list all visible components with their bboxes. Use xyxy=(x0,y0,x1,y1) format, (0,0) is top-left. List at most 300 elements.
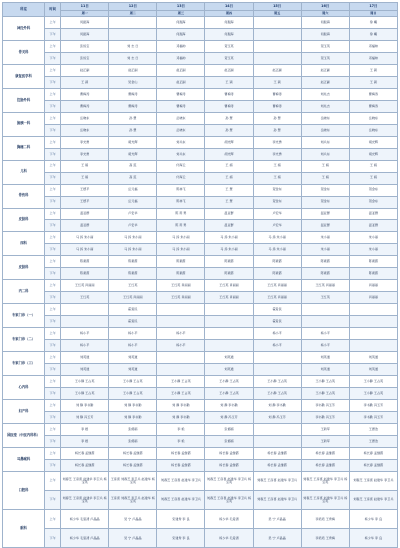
date-header: 15日 xyxy=(253,3,301,11)
doctor-cell: 赵正副 xyxy=(301,76,349,88)
doctor-cell: 张郁娟 xyxy=(205,423,253,435)
doctor-cell: 贺玉英 xyxy=(205,52,253,64)
doctor-cell xyxy=(157,316,205,328)
doctor-cell: 王红英 肖丽丽 xyxy=(253,292,301,304)
doctor-cell: 刘 静 冯玉芳 xyxy=(253,411,301,423)
time-slot-cell: 下午 xyxy=(45,490,61,509)
doctor-cell: 杨长春 孟继霞 xyxy=(253,447,301,459)
doctor-cell: 张郁娟 xyxy=(109,423,157,435)
doctor-cell: 杨长春 孟继霞 xyxy=(109,447,157,459)
doctor-cell: 温亚群 xyxy=(349,220,397,232)
doctor-cell: 杨长春 孟继霞 xyxy=(157,459,205,471)
doctor-cell: 邓福帅 xyxy=(157,52,205,64)
weekday-header: 周三 xyxy=(157,11,205,17)
time-slot-cell: 上午 xyxy=(45,64,61,76)
doctor-cell: 刘 静 李书勤 xyxy=(109,411,157,423)
doctor-cell: 王小静 王占英 xyxy=(109,376,157,388)
doctor-cell: 刘兵东 xyxy=(157,136,205,148)
doctor-cell: 杨小平 xyxy=(61,340,109,352)
doctor-cell: 温亚群 xyxy=(205,220,253,232)
doctor-cell: 胡光辉 xyxy=(205,148,253,160)
doctor-cell: 王红英 肖丽丽 xyxy=(301,280,349,292)
doctor-cell: 邓福帅 xyxy=(349,52,397,64)
dept-column-header: 科室 xyxy=(3,3,45,17)
doctor-cell: 王新军 xyxy=(301,435,349,447)
time-slot-cell: 上午 xyxy=(45,328,61,340)
doctor-cell: 邓福帅 xyxy=(157,40,205,52)
doctor-cell: 王红英 xyxy=(109,280,157,292)
table-row xyxy=(3,196,398,208)
doctor-cell: 刘英道 xyxy=(349,352,397,364)
doctor-cell: 刘兵东 xyxy=(301,148,349,160)
doctor-cell: 王小静 王占英 xyxy=(205,388,253,400)
doctor-cell: 杨长春 孟继霞 xyxy=(109,459,157,471)
doctor-cell: 陈 用 男 xyxy=(157,208,205,220)
doctor-cell: 杨小平 xyxy=(157,328,205,340)
time-slot-cell: 上午 xyxy=(45,510,61,529)
department-cell: 耳鼻喉科 xyxy=(3,447,45,471)
weekday-header: 周二 xyxy=(109,11,157,17)
doctor-cell: 王 娟 xyxy=(61,160,109,172)
doctor-cell xyxy=(349,328,397,340)
time-slot-cell: 下午 xyxy=(45,196,61,208)
doctor-cell: 宋建秀 李 良 xyxy=(157,529,205,548)
doctor-cell: 王小静 王占英 xyxy=(61,376,109,388)
doctor-cell: 王红英 肖丽丽 xyxy=(61,280,109,292)
doctor-cell: 胡光辉 xyxy=(109,136,157,148)
doctor-cell: 曹梅涛 xyxy=(61,100,109,112)
doctor-cell xyxy=(157,304,205,316)
doctor-cell: 刘 静 李书勤 xyxy=(253,400,301,412)
doctor-cell: 王小静 王占英 xyxy=(301,376,349,388)
doctor-cell: 杨小平 xyxy=(301,340,349,352)
time-slot-cell: 上午 xyxy=(45,376,61,388)
time-slot-cell: 下午 xyxy=(45,124,61,136)
doctor-cell: 刘英道 xyxy=(301,352,349,364)
doctor-cell: 杨长春 孟继霞 xyxy=(349,459,397,471)
doctor-cell: 徐 曦 xyxy=(349,28,397,40)
doctor-cell: 王小静 王占英 xyxy=(253,388,301,400)
doctor-cell: 王 娟 xyxy=(301,160,349,172)
doctor-cell: 曹梅涛 xyxy=(349,88,397,100)
doctor-cell: 何振海 xyxy=(61,28,109,40)
table-row xyxy=(3,172,398,184)
table-row xyxy=(3,340,398,352)
time-slot-cell: 下午 xyxy=(45,459,61,471)
doctor-cell: 曹梅涛 xyxy=(349,100,397,112)
doctor-cell: 陈素霞 xyxy=(349,268,397,280)
doctor-cell: 温亚群 xyxy=(349,208,397,220)
doctor-cell: 王德平 xyxy=(61,184,109,196)
table-row xyxy=(3,435,398,447)
doctor-cell: 何振海 xyxy=(205,28,253,40)
doctor-cell: 卢宏华 xyxy=(253,208,301,220)
doctor-cell xyxy=(157,364,205,376)
doctor-cell: 马 扬 朱小丽 xyxy=(253,244,301,256)
department-cell: 皮肤科 xyxy=(3,208,45,232)
doctor-cell: 岳元福 xyxy=(109,196,157,208)
doctor-cell: 贺玉英 xyxy=(301,52,349,64)
weekday-header: 周五 xyxy=(253,11,301,17)
date-header: 17日 xyxy=(349,3,397,11)
doctor-cell: 温亚群 xyxy=(301,208,349,220)
table-row xyxy=(3,280,398,292)
doctor-cell: 刘春芝 王彦喜 赵建华 李卫兵 杨宝英 xyxy=(301,490,349,509)
doctor-cell: 刘 静 李书勤 xyxy=(157,400,205,412)
table-row xyxy=(3,423,398,435)
doctor-cell: 刘 静 冯玉芳 xyxy=(61,411,109,423)
doctor-cell: 马 扬 朱小丽 xyxy=(205,232,253,244)
doctor-cell: 陈素霞 xyxy=(301,256,349,268)
doctor-cell: 卢宏华 xyxy=(109,208,157,220)
doctor-cell xyxy=(253,17,301,29)
doctor-cell: 孙 慧 xyxy=(109,124,157,136)
doctor-cell xyxy=(349,304,397,316)
doctor-cell: 杨长春 孟继霞 xyxy=(349,447,397,459)
doctor-cell: 刘春芝 王彦喜 赵建华 李卫兵 xyxy=(157,471,205,490)
doctor-cell: 何振海 xyxy=(61,17,109,29)
doctor-cell: 杨小平 xyxy=(253,340,301,352)
doctor-cell: 卢宏华 xyxy=(253,220,301,232)
table-row xyxy=(3,28,398,40)
doctor-cell: 孙 慧 xyxy=(205,124,253,136)
doctor-cell: 温亚群 xyxy=(61,208,109,220)
doctor-cell: 陈素霞 xyxy=(109,268,157,280)
doctor-cell xyxy=(349,316,397,328)
doctor-cell: 岳晓东 xyxy=(349,112,397,124)
doctor-cell: 曹梅涛 xyxy=(205,88,253,100)
doctor-cell: 何振海 xyxy=(301,28,349,40)
table-row xyxy=(3,88,398,100)
doctor-cell xyxy=(205,340,253,352)
doctor-cell: 肖丽丽 xyxy=(349,292,397,304)
doctor-cell: 王小静 王占英 xyxy=(301,388,349,400)
date-header: 11日 xyxy=(61,3,109,11)
doctor-cell: 高 蕊 xyxy=(109,160,157,172)
department-cell: 骨伤科 xyxy=(3,184,45,208)
doctor-cell: 刘春芝 王彦喜 赵建华 李卫兵 杨宝英 xyxy=(61,490,109,509)
department-cell: 心内科 xyxy=(3,376,45,400)
doctor-cell xyxy=(109,28,157,40)
doctor-cell: 朱小丽 xyxy=(349,232,397,244)
table-row xyxy=(3,388,398,400)
doctor-cell: 贺金东 xyxy=(349,184,397,196)
doctor-cell: 王红英 肖丽丽 xyxy=(253,280,301,292)
doctor-cell: 刘英道 xyxy=(301,364,349,376)
doctor-cell: 陈素霞 xyxy=(157,256,205,268)
doctor-cell: 温亚群 xyxy=(205,208,253,220)
time-slot-cell: 上午 xyxy=(45,447,61,459)
doctor-cell: 刘兵东 xyxy=(157,148,205,160)
doctor-cell: 贺金东 xyxy=(301,184,349,196)
time-slot-cell: 下午 xyxy=(45,28,61,40)
time-slot-cell: 上午 xyxy=(45,256,61,268)
department-cell: 内二科 xyxy=(3,280,45,304)
doctor-cell: 王 娟 xyxy=(61,172,109,184)
outpatient-schedule-table xyxy=(2,2,398,548)
time-slot-cell: 下午 xyxy=(45,76,61,88)
time-slot-cell: 下午 xyxy=(45,220,61,232)
doctor-cell: 岳晓东 xyxy=(349,124,397,136)
table-row xyxy=(3,328,398,340)
doctor-cell: 霍爱民 xyxy=(109,304,157,316)
table-row xyxy=(3,76,398,88)
time-slot-cell: 上午 xyxy=(45,17,61,29)
table-row xyxy=(3,52,398,64)
doctor-cell: 孙 慧 xyxy=(109,112,157,124)
doctor-cell: 贺金东 xyxy=(253,184,301,196)
time-slot-cell: 下午 xyxy=(45,529,61,548)
doctor-cell: 王小静 王占英 xyxy=(109,388,157,400)
doctor-cell: 杨少华 毛爱清 卢晶晶 xyxy=(61,510,109,529)
doctor-cell xyxy=(253,40,301,52)
table-row xyxy=(3,160,398,172)
time-slot-cell: 下午 xyxy=(45,388,61,400)
doctor-cell: 胡光辉 xyxy=(349,136,397,148)
doctor-cell: 陈素霞 xyxy=(157,268,205,280)
doctor-cell: 刘英道 xyxy=(205,364,253,376)
schedule-header xyxy=(3,3,398,17)
time-column-header: 时间 xyxy=(45,3,61,17)
doctor-cell: 付海云 xyxy=(157,172,205,184)
doctor-cell: 杨少华 毛爱清 卢晶晶 xyxy=(61,529,109,548)
doctor-cell: 刘 静 李书勤 xyxy=(205,400,253,412)
doctor-cell: 刘春芝 王彦喜 赵建华 李卫兵 xyxy=(253,471,301,490)
doctor-cell: 王 颖 xyxy=(253,76,301,88)
time-slot-cell: 上午 xyxy=(45,471,61,490)
doctor-cell: 陈素霞 xyxy=(205,256,253,268)
doctor-cell: 陈素霞 xyxy=(349,256,397,268)
doctor-cell: 贺金东 xyxy=(301,196,349,208)
doctor-cell: 张郁娟 xyxy=(109,435,157,447)
doctor-cell xyxy=(253,435,301,447)
doctor-cell: 朱小丽 xyxy=(349,244,397,256)
department-cell: 国医堂（中医内科科） xyxy=(3,423,45,447)
table-row xyxy=(3,220,398,232)
doctor-cell: 岳元福 xyxy=(109,184,157,196)
doctor-cell: 曹梅涛 xyxy=(253,100,301,112)
table-row xyxy=(3,112,398,124)
date-header: 16日 xyxy=(301,3,349,11)
doctor-cell xyxy=(253,352,301,364)
department-cell: 妇产科 xyxy=(3,400,45,424)
doctor-cell: 马 扬 朱小丽 xyxy=(205,244,253,256)
doctor-cell: 陈林飞 xyxy=(157,196,205,208)
table-row xyxy=(3,400,398,412)
doctor-cell: 王红英 肖丽丽 xyxy=(157,280,205,292)
doctor-cell: 刘春芝 王彦喜 赵建华 李卫兵 杨宝英 xyxy=(205,471,253,490)
doctor-cell: 霍爱民 xyxy=(253,304,301,316)
weekday-header: 周四 xyxy=(205,11,253,17)
doctor-cell: 杨少华 李 良 xyxy=(349,510,397,529)
time-slot-cell: 下午 xyxy=(45,268,61,280)
doctor-cell: 王红英 肖丽丽 xyxy=(205,292,253,304)
doctor-cell: 王红英 xyxy=(301,292,349,304)
doctor-cell: 李 艳 xyxy=(157,435,205,447)
doctor-cell: 吴 宁 卢晶晶 xyxy=(253,529,301,548)
time-slot-cell: 上午 xyxy=(45,280,61,292)
doctor-cell: 马 扬 朱小丽 xyxy=(109,244,157,256)
doctor-cell: 杨长春 孟继霞 xyxy=(253,459,301,471)
doctor-cell: 李光勇 xyxy=(61,136,109,148)
doctor-cell: 李 艳 xyxy=(157,423,205,435)
doctor-cell: 岳晓东 xyxy=(301,112,349,124)
table-row xyxy=(3,17,398,29)
department-cell: 专家门诊（二） xyxy=(3,328,45,352)
doctor-cell xyxy=(253,423,301,435)
table-row xyxy=(3,256,398,268)
doctor-cell: 王小静 王占英 xyxy=(157,376,205,388)
doctor-cell: 高 蕊 xyxy=(109,172,157,184)
department-cell: 康复医学科 xyxy=(3,64,45,88)
weekday-header: 周六 xyxy=(301,11,349,17)
doctor-cell: 王红英 xyxy=(61,292,109,304)
doctor-cell: 赵正副 xyxy=(205,64,253,76)
doctor-cell: 曹梅涛 xyxy=(109,88,157,100)
doctor-cell: 李培培 王秀梅 xyxy=(301,510,349,529)
time-slot-cell: 下午 xyxy=(45,411,61,423)
doctor-cell: 杨小平 xyxy=(157,340,205,352)
header-date-row xyxy=(3,3,398,11)
doctor-cell: 杨长春 孟继霞 xyxy=(157,447,205,459)
doctor-cell: 刘春芝 王彦喜 赵建华 李卫兵 xyxy=(157,490,205,509)
doctor-cell: 何振海 xyxy=(301,17,349,29)
doctor-cell: 陈素霞 xyxy=(61,256,109,268)
time-slot-cell: 上午 xyxy=(45,88,61,100)
doctor-cell: 杨小平 xyxy=(253,328,301,340)
doctor-cell: 李 根 xyxy=(61,423,109,435)
doctor-cell: 王 娟 xyxy=(253,172,301,184)
doctor-cell: 马 扬 朱小丽 xyxy=(157,244,205,256)
doctor-cell: 赵正副 xyxy=(157,76,205,88)
table-row xyxy=(3,292,398,304)
doctor-cell: 王小静 王占英 xyxy=(349,376,397,388)
doctor-cell: 刘英道 xyxy=(109,364,157,376)
time-slot-cell: 下午 xyxy=(45,316,61,328)
doctor-cell: 杨少华 毛爱清 xyxy=(205,510,253,529)
doctor-cell: 杨小平 xyxy=(109,340,157,352)
doctor-cell xyxy=(61,304,109,316)
time-slot-cell: 上午 xyxy=(45,400,61,412)
table-row xyxy=(3,529,398,548)
doctor-cell: 马 扬 朱小丽 xyxy=(157,232,205,244)
table-row xyxy=(3,64,398,76)
doctor-cell: 霍爱民 xyxy=(109,316,157,328)
doctor-cell: 王德平 xyxy=(61,196,109,208)
doctor-cell: 陈素霞 xyxy=(109,256,157,268)
doctor-cell: 徐 曦 xyxy=(349,17,397,29)
doctor-cell: 杨小平 xyxy=(61,328,109,340)
doctor-cell: 王 慧 xyxy=(205,184,253,196)
doctor-cell xyxy=(253,364,301,376)
doctor-cell: 杨长春 孟继霞 xyxy=(61,447,109,459)
doctor-cell xyxy=(349,340,397,352)
time-slot-cell: 下午 xyxy=(45,244,61,256)
doctor-cell: 刘英道 xyxy=(205,352,253,364)
doctor-cell: 孙 慧 xyxy=(253,112,301,124)
doctor-cell: 吴 宁 卢晶晶 xyxy=(109,529,157,548)
time-slot-cell: 下午 xyxy=(45,435,61,447)
doctor-cell: 杨长春 孟继霞 xyxy=(205,447,253,459)
table-row xyxy=(3,268,398,280)
doctor-cell xyxy=(205,316,253,328)
table-row xyxy=(3,364,398,376)
doctor-cell: 张郁娟 xyxy=(205,435,253,447)
doctor-cell: 王 娟 xyxy=(301,172,349,184)
time-slot-cell: 上午 xyxy=(45,352,61,364)
table-row xyxy=(3,471,398,490)
doctor-cell: 胡光辉 xyxy=(349,148,397,160)
doctor-cell: 赵正副 xyxy=(157,64,205,76)
department-cell: 眼科 xyxy=(3,510,45,548)
doctor-cell: 王红英 肖丽丽 xyxy=(205,280,253,292)
doctor-cell: 陈素霞 xyxy=(61,268,109,280)
doctor-cell: 王 颖 xyxy=(349,64,397,76)
doctor-cell: 刘 静 李书勤 xyxy=(61,400,109,412)
doctor-cell: 马 扬 朱小丽 xyxy=(109,232,157,244)
doctor-cell: 张恒宝 xyxy=(61,40,109,52)
doctor-cell: 付海云 xyxy=(157,160,205,172)
doctor-cell: 陈素霞 xyxy=(205,268,253,280)
doctor-cell: 卢宏华 xyxy=(109,220,157,232)
doctor-cell xyxy=(61,316,109,328)
doctor-cell: 刘春芝 王彦喜 赵建华 李卫兵 杨宝英 xyxy=(301,471,349,490)
doctor-cell xyxy=(253,52,301,64)
doctor-cell: 曹梅涛 xyxy=(157,100,205,112)
doctor-cell: 宋建秀 李 良 xyxy=(157,510,205,529)
time-slot-cell: 上午 xyxy=(45,40,61,52)
table-row xyxy=(3,136,398,148)
time-slot-cell: 上午 xyxy=(45,160,61,172)
doctor-cell: 杨长春 孟继霞 xyxy=(301,447,349,459)
doctor-cell: 王 娟 xyxy=(349,160,397,172)
doctor-cell: 何振海 xyxy=(205,17,253,29)
doctor-cell: 刘兆吉 xyxy=(301,88,349,100)
table-row xyxy=(3,352,398,364)
doctor-cell: 贺金东 xyxy=(349,196,397,208)
doctor-cell: 何振海 xyxy=(157,17,205,29)
doctor-cell: 刘 志 日 xyxy=(109,40,157,52)
doctor-cell: 岳晓东 xyxy=(301,124,349,136)
table-row xyxy=(3,148,398,160)
doctor-cell: 李光勇 xyxy=(253,148,301,160)
doctor-cell: 王德治 xyxy=(349,435,397,447)
doctor-cell: 陈林飞 xyxy=(157,184,205,196)
time-slot-cell: 下午 xyxy=(45,364,61,376)
doctor-cell: 胡光辉 xyxy=(205,136,253,148)
doctor-cell: 孙 慧 xyxy=(205,112,253,124)
doctor-cell: 杨小平 xyxy=(109,328,157,340)
department-cell: 专家门诊（三） xyxy=(3,352,45,376)
doctor-cell: 曹梅涛 xyxy=(157,88,205,100)
weekday-header: 周一 xyxy=(61,11,109,17)
doctor-cell: 刘春芝 王彦喜 赵建华 李卫兵 xyxy=(349,490,397,509)
table-row xyxy=(3,40,398,52)
table-row xyxy=(3,208,398,220)
doctor-cell: 岳晓东 xyxy=(61,112,109,124)
doctor-cell: 杨长春 孟继霞 xyxy=(205,459,253,471)
doctor-cell: 李书勤 冯玉芳 xyxy=(349,411,397,423)
doctor-cell: 王小静 王占英 xyxy=(61,388,109,400)
doctor-cell: 陈 用 男 xyxy=(157,220,205,232)
date-header: 14日 xyxy=(205,3,253,11)
doctor-cell: 王新军 xyxy=(301,423,349,435)
doctor-cell: 王 娟 xyxy=(205,160,253,172)
table-row xyxy=(3,510,398,529)
doctor-cell: 王 娟 xyxy=(349,172,397,184)
doctor-cell: 王小静 王占英 xyxy=(349,388,397,400)
table-row xyxy=(3,411,398,423)
